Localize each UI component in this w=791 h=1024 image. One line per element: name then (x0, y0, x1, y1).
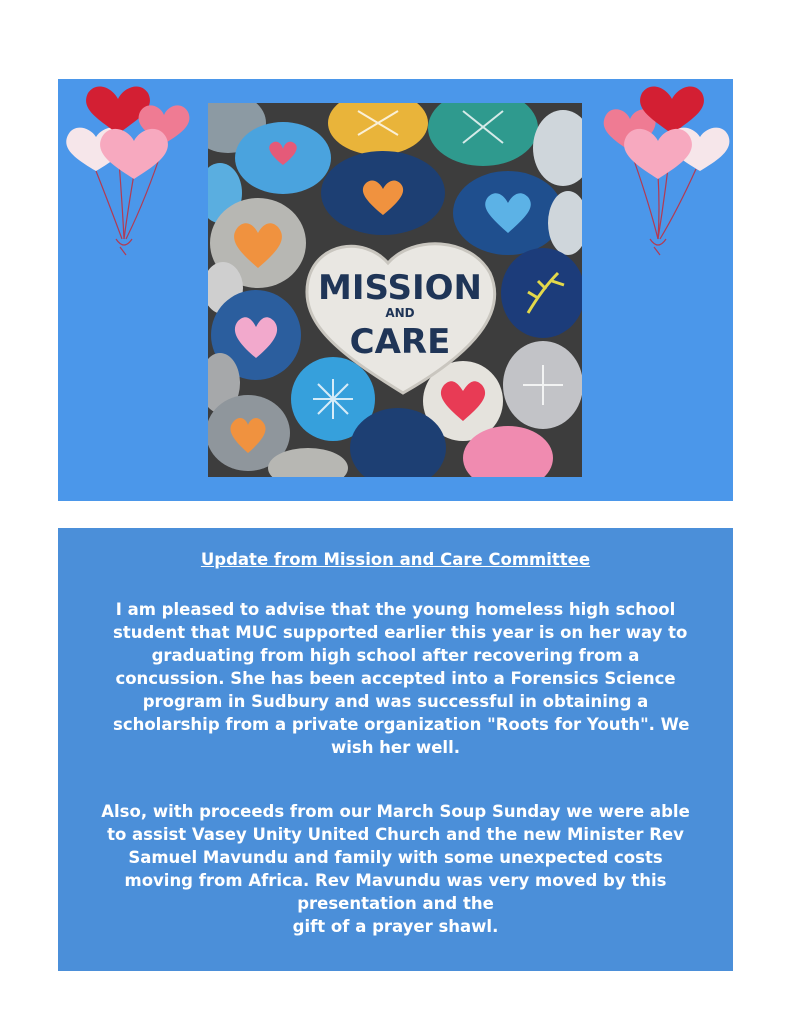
hero-title-line1: MISSION (318, 268, 482, 308)
article-paragraph-1 (113, 598, 690, 759)
article-panel (58, 528, 733, 971)
paragraph-line: student that MUC supported earlier this year is on her way to (113, 623, 688, 642)
paragraph-line: program in Sudbury and was successful in obtaining a (142, 692, 649, 711)
paragraph-line: moving from Africa. Rev Mavundu was very moved by this (124, 871, 667, 890)
header-banner (58, 79, 733, 501)
paragraph-line: to assist Vasey Unity United Church and the new Minister Rev (107, 825, 684, 844)
paragraph-line: presentation and the (297, 894, 494, 913)
hero-title-line3: CARE (349, 322, 451, 362)
paragraph-line: I am pleased to advise that the young homeless high school (115, 600, 676, 619)
paragraph-line: gift of a prayer shawl. (292, 917, 499, 936)
article-heading: Update from Mission and Care Committee (200, 550, 591, 569)
paragraph-line: Also, with proceeds from our March Soup Sunday we were able (101, 802, 690, 821)
hero-title-line2: AND (385, 306, 415, 320)
painted-rocks-image (208, 103, 582, 477)
paragraph-line: scholarship from a private organization "Roots for Youth". We (113, 715, 690, 734)
paragraph-line: Samuel Mavundu and family with some unexpected costs (128, 848, 663, 867)
paragraph-line: concussion. She has been accepted into a Forensics Science (115, 669, 676, 688)
paragraph-line: graduating from high school after recovering from a (151, 646, 640, 665)
heart-balloons-right (588, 79, 738, 259)
paragraph-line: wish her well. (330, 738, 461, 757)
article-paragraph-2 (98, 800, 693, 938)
heart-balloons-left (56, 79, 206, 259)
